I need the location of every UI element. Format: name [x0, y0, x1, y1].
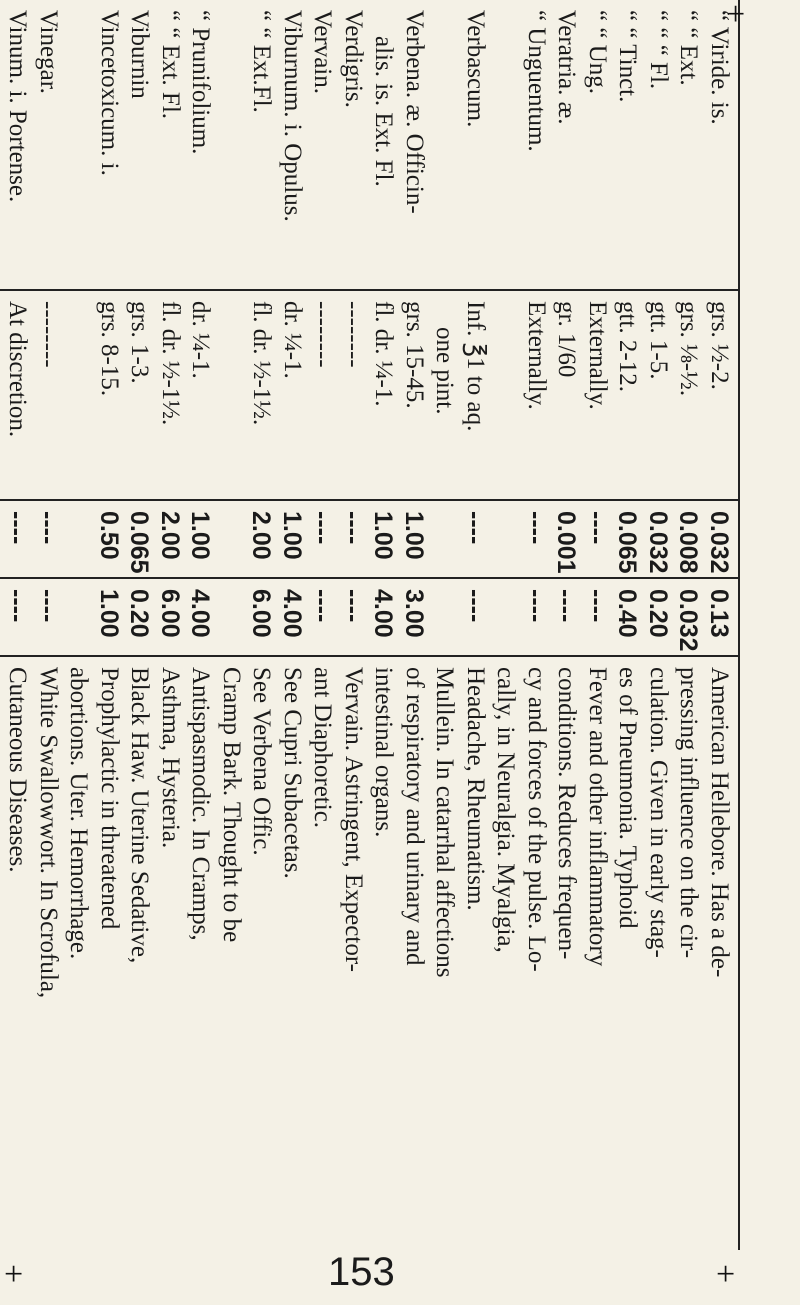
- drug-name: Viburnin: [126, 10, 154, 99]
- corner-cross-mark: +: [716, 1256, 736, 1293]
- corner-cross-mark: +: [726, 0, 746, 33]
- grams-value: [63, 511, 94, 567]
- cc-value: ----: [461, 589, 489, 623]
- drug-name: “ “ Tinct.: [614, 10, 642, 103]
- dose: grs. 1-3.: [126, 301, 154, 384]
- uses-line: White Swallowwort. In Scrofula,: [35, 667, 62, 999]
- grams-value: 2.00: [156, 511, 184, 560]
- uses-line: Asthma, Hysteria.: [157, 667, 184, 849]
- cc-value: 6.00: [247, 589, 276, 638]
- cc-value: 0.40: [613, 589, 642, 638]
- dose: grs. 8-15.: [96, 301, 123, 397]
- cc-value: [429, 589, 460, 645]
- corner-cross-mark: +: [4, 1256, 24, 1293]
- dose: grs. ⅛-½.: [675, 301, 703, 397]
- drug-name: Vinum. i. Portense.: [4, 10, 32, 203]
- cc-value: 4.00: [278, 589, 306, 638]
- grams-value: 1.00: [186, 511, 215, 560]
- drug-name: “ Unguentum.: [523, 10, 550, 152]
- uses-line: Vervain. Astringent, Expector-: [340, 667, 367, 972]
- dose: gtt. 2-12.: [614, 301, 642, 392]
- grams-value: 1.00: [369, 511, 398, 560]
- uses-line: cally, in Neuralgia. Myalgia,: [492, 667, 520, 953]
- uses-line: ant Diaphoretic.: [309, 667, 337, 829]
- drug-name: Vinegar.: [35, 10, 62, 94]
- grams-value: 0.032: [705, 511, 733, 574]
- grams-value: ----: [522, 511, 550, 545]
- uses-line: American Hellebore. Has a de-: [706, 667, 733, 978]
- dose: [216, 301, 247, 489]
- uses-line: See Cupri Subacetas.: [279, 667, 306, 879]
- uses-line: Cramp Bark. Thought to be: [218, 667, 245, 943]
- drug-name: “ “ Ext.: [675, 10, 703, 86]
- drug-name: [216, 10, 247, 279]
- drug-name: Verdigris.: [340, 10, 367, 108]
- cc-value: ----: [583, 589, 611, 623]
- cc-value: [63, 589, 94, 645]
- cc-value: ----: [552, 589, 581, 623]
- dose: fl. dr. ¼-1.: [370, 301, 398, 407]
- grams-value: [216, 511, 247, 567]
- cc-value: 0.20: [644, 589, 672, 638]
- drug-name: Vincetoxicum. i.: [96, 10, 123, 176]
- drug-name: [429, 10, 460, 279]
- drug-name: Verbascum.: [462, 10, 489, 128]
- dose: [63, 301, 94, 489]
- grams-value: 1.00: [278, 511, 306, 560]
- uses-line: conditions. Reduces frequen-: [553, 667, 581, 960]
- cc-value: 4.00: [369, 589, 398, 638]
- cc-value: ----: [3, 589, 32, 623]
- cc-value: ----: [522, 589, 550, 623]
- grams-value: ----: [339, 511, 367, 545]
- dose: grs. 15-45.: [401, 301, 428, 409]
- dose: Externally.: [523, 301, 550, 410]
- grams-value: 1.00: [400, 511, 428, 560]
- drug-name: “ “ “ Fl.: [645, 10, 672, 90]
- dose: Inf. ℥1 to aq.: [462, 301, 489, 432]
- cc-value: ----: [339, 589, 367, 623]
- uses-line: Fever and other inflammatory: [584, 667, 611, 967]
- uses-line: culation. Given in early stag-: [645, 667, 672, 958]
- drug-name: Vervain.: [309, 10, 337, 94]
- cc-value: 0.20: [125, 589, 154, 638]
- dose: grs. ½-2.: [706, 301, 733, 390]
- drug-name: alis. is. Ext. Fl.: [370, 36, 398, 187]
- grams-value: 0.008: [674, 511, 703, 574]
- uses-line: cy and forces of the pulse. Lo-: [523, 667, 550, 972]
- grams-value: 0.065: [613, 511, 642, 574]
- dose: gr. 1/60: [553, 301, 581, 378]
- grams-value: 2.00: [247, 511, 276, 560]
- drug-name: [490, 10, 521, 279]
- drug-name: “ Viride. is.: [706, 10, 733, 125]
- grams-column: [0, 500, 739, 578]
- uses-line: abortions. Uter. Hemorrhage.: [65, 667, 93, 960]
- dose-column: [0, 290, 739, 500]
- grams-value: [490, 511, 521, 567]
- dose: fl. dr. ½-1½.: [157, 301, 184, 426]
- dose: dr. ¼-1.: [187, 301, 215, 379]
- cc-value: [490, 589, 521, 645]
- uses-line: intestinal organs.: [370, 667, 398, 838]
- dose: one pint.: [431, 327, 459, 415]
- dose: --------: [340, 301, 367, 368]
- uses-line: See Verbena Offic.: [248, 667, 276, 856]
- name-column: [0, 0, 739, 290]
- grams-value: 0.50: [95, 511, 123, 560]
- drug-name: Veratria. æ.: [553, 10, 581, 125]
- uses-line: es of Pneumonia. Typhoid: [614, 667, 642, 929]
- cc-value: 1.00: [95, 589, 123, 638]
- uses-column: [0, 656, 739, 1250]
- cc-value: 0.032: [674, 589, 703, 652]
- cc-value: 6.00: [156, 589, 184, 638]
- drug-name: “ “ Ext.Fl.: [248, 10, 276, 113]
- grams-value: ----: [34, 511, 62, 545]
- cc-value: [216, 589, 247, 645]
- uses-line: [0, 667, 2, 1240]
- uses-line: Prophylactic in threatened: [96, 667, 123, 930]
- dose: fl. dr. ½-1½.: [248, 301, 276, 426]
- dose: --------: [35, 301, 62, 368]
- drug-name: “ Prunifolium.: [187, 10, 215, 155]
- grams-value: ----: [461, 511, 489, 545]
- drug-name: “ “ Ung.: [584, 10, 611, 94]
- grams-value: 0.065: [125, 511, 154, 574]
- dose: Externally.: [584, 301, 611, 410]
- uses-line: of respiratory and urinary and: [401, 667, 428, 966]
- drug-name: Viburnum. i. Opulus.: [279, 10, 306, 222]
- uses-line: Mullein. In catarrhal affections: [431, 667, 459, 978]
- dose: [490, 301, 521, 489]
- drug-name: [63, 10, 94, 279]
- cc-value: 0.13: [705, 589, 733, 638]
- dose: At discretion.: [4, 301, 32, 438]
- grams-value: ----: [583, 511, 611, 545]
- grams-value: 0.001: [552, 511, 581, 574]
- uses-line: pressing influence on the cir-: [675, 667, 703, 959]
- cc-value: 4.00: [186, 589, 215, 638]
- uses-line: Antispasmodic. In Cramps,: [187, 667, 215, 941]
- grams-value: 0.032: [644, 511, 672, 574]
- cc-column: [0, 578, 739, 656]
- uses-line: Headache, Rheumatism.: [462, 667, 489, 911]
- uses-line: Cutaneous Diseases.: [4, 667, 32, 873]
- cc-value: ----: [308, 589, 337, 623]
- cc-value: 3.00: [400, 589, 428, 638]
- grams-value: [429, 511, 460, 567]
- dose: gtt. 1-5.: [645, 301, 672, 380]
- grams-value: ----: [308, 511, 337, 545]
- cc-value: ----: [34, 589, 62, 623]
- grams-value: ----: [3, 511, 32, 545]
- uses-line: Black Haw. Uterine Sedative,: [126, 667, 154, 964]
- drug-name: “ “ Ext. Fl.: [157, 10, 184, 120]
- drug-name: Verbena. æ. Officin-: [401, 10, 428, 214]
- page-number: 153: [328, 1250, 395, 1294]
- dose: --------: [309, 301, 337, 368]
- dose: dr. ¼-1.: [279, 301, 306, 379]
